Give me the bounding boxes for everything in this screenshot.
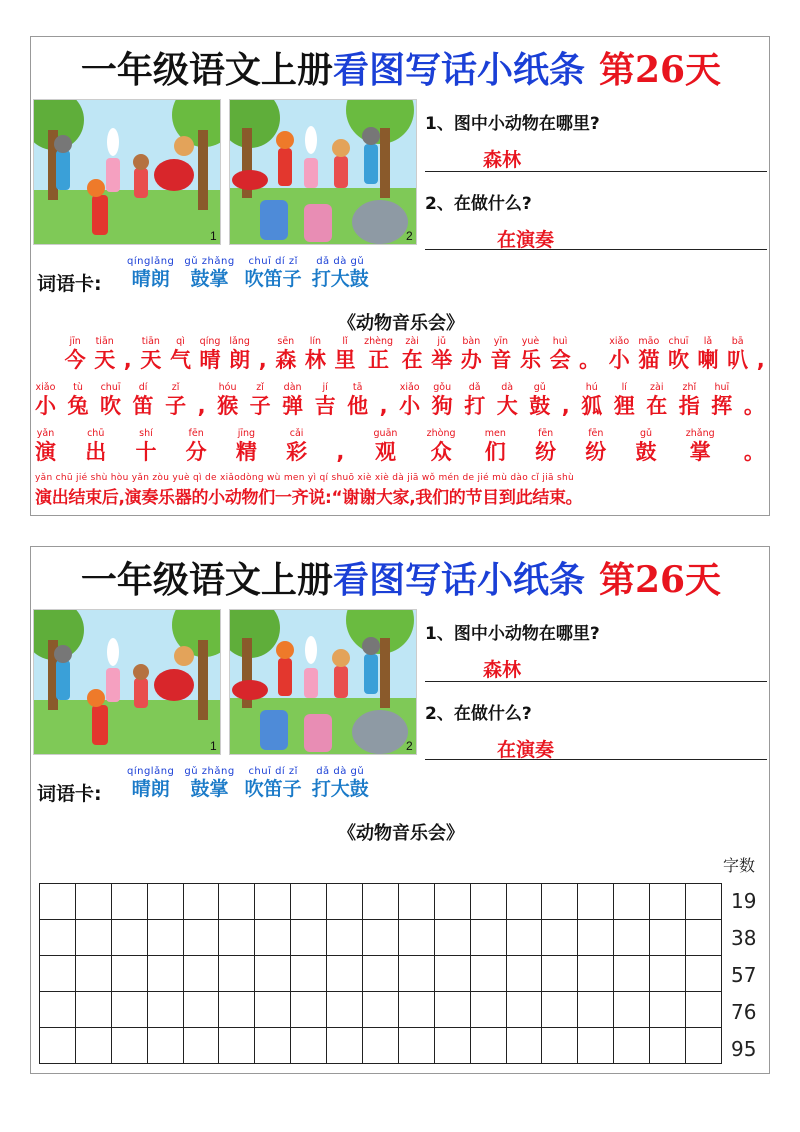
passage-char: yīn 音 bbox=[490, 336, 512, 372]
scene-picture-2 bbox=[229, 99, 417, 245]
grid-cell[interactable] bbox=[506, 884, 542, 920]
passage-char: , bbox=[258, 348, 267, 372]
word-card-item: gǔ zhǎng 鼓掌 bbox=[184, 256, 235, 290]
grid-row bbox=[40, 920, 722, 956]
grid-cell[interactable] bbox=[363, 956, 399, 992]
grid-cell[interactable] bbox=[578, 920, 614, 956]
passage-char: huì 会 bbox=[549, 336, 571, 372]
grid-cell[interactable] bbox=[650, 1028, 686, 1064]
passage-char: hóu 猴 bbox=[217, 382, 239, 418]
passage-char: zhèng 正 bbox=[364, 336, 393, 372]
passage-char: zhòng 众 bbox=[426, 428, 456, 464]
grid-cell[interactable] bbox=[219, 1028, 255, 1064]
word-card-item: chuī dí zǐ 吹笛子 bbox=[244, 256, 302, 290]
grid-cell[interactable] bbox=[255, 992, 291, 1028]
question-1: 1、图中小动物在哪里? bbox=[425, 624, 600, 644]
passage-char: , bbox=[561, 394, 570, 418]
grid-cell[interactable] bbox=[40, 956, 76, 992]
worksheet-title: 一年级语文上册看图写话小纸条 第26天 bbox=[80, 49, 722, 91]
passage-char: huī 挥 bbox=[711, 382, 733, 418]
scene-picture-1 bbox=[33, 99, 221, 245]
grid-cell[interactable] bbox=[398, 956, 434, 992]
grid-cell[interactable] bbox=[40, 920, 76, 956]
passage-char: zhǎng 掌 bbox=[685, 428, 715, 464]
passage-char: fēn 纷 bbox=[535, 428, 557, 464]
grid-cell[interactable] bbox=[219, 956, 255, 992]
passage-char: lín 林 bbox=[304, 336, 326, 372]
grid-cell[interactable] bbox=[398, 920, 434, 956]
grid-cell[interactable] bbox=[470, 920, 506, 956]
grid-cell[interactable] bbox=[147, 920, 183, 956]
passage-char: dí 笛 bbox=[132, 382, 154, 418]
passage-char: jīng 精 bbox=[235, 428, 257, 464]
grid-cell[interactable] bbox=[578, 1028, 614, 1064]
grid-cell[interactable] bbox=[542, 1028, 578, 1064]
grid-cell[interactable] bbox=[363, 920, 399, 956]
passage-char: dà 大 bbox=[496, 382, 518, 418]
question-1: 1、图中小动物在哪里? bbox=[425, 114, 600, 134]
scene-picture-1 bbox=[33, 609, 221, 755]
grid-cell[interactable] bbox=[147, 1028, 183, 1064]
grid-cell[interactable] bbox=[291, 920, 327, 956]
passage-char: lǎ 喇 bbox=[697, 336, 719, 372]
passage-char: tiān 天 bbox=[94, 336, 116, 372]
grid-cell[interactable] bbox=[506, 920, 542, 956]
grid-row bbox=[40, 1028, 722, 1064]
passage-last-line bbox=[35, 473, 765, 508]
grid-row bbox=[40, 884, 722, 920]
grid-cell[interactable] bbox=[686, 956, 722, 992]
grid-cell[interactable] bbox=[363, 992, 399, 1028]
passage-row bbox=[35, 381, 765, 418]
passage-char: zài 在 bbox=[401, 336, 423, 372]
answer-1: 森林 bbox=[483, 659, 522, 681]
grid-cell[interactable] bbox=[111, 956, 147, 992]
grid-cell[interactable] bbox=[650, 992, 686, 1028]
passage-title: 《动物音乐会》 bbox=[338, 823, 464, 844]
passage-char: 。 bbox=[743, 394, 765, 418]
grid-cell[interactable] bbox=[434, 956, 470, 992]
worksheet-title: 一年级语文上册看图写话小纸条 第26天 bbox=[80, 559, 722, 601]
picture-number: 1 bbox=[210, 739, 217, 753]
passage-char: zài 在 bbox=[646, 382, 668, 418]
passage-char: dàn 弹 bbox=[282, 382, 304, 418]
word-count-value: 57 bbox=[731, 963, 757, 987]
grid-cell[interactable] bbox=[470, 956, 506, 992]
passage-char: fēn 分 bbox=[185, 428, 207, 464]
grid-cell[interactable] bbox=[398, 884, 434, 920]
passage-char: jí 吉 bbox=[314, 382, 336, 418]
word-card-item: dǎ dà gǔ 打大鼓 bbox=[311, 256, 369, 290]
grid-cell[interactable] bbox=[542, 956, 578, 992]
grid-cell[interactable] bbox=[75, 884, 111, 920]
passage-char: xiǎo 小 bbox=[399, 382, 421, 418]
grid-cell[interactable] bbox=[470, 884, 506, 920]
grid-cell[interactable] bbox=[327, 1028, 363, 1064]
grid-cell[interactable] bbox=[291, 1028, 327, 1064]
passage-char: , bbox=[336, 440, 345, 464]
grid-cell[interactable] bbox=[398, 992, 434, 1028]
answer-line bbox=[425, 681, 767, 682]
grid-cell[interactable] bbox=[183, 920, 219, 956]
grid-cell[interactable] bbox=[219, 884, 255, 920]
grid-cell[interactable] bbox=[327, 992, 363, 1028]
grid-cell[interactable] bbox=[398, 1028, 434, 1064]
passage-char: tiān 天 bbox=[140, 336, 162, 372]
passage-last-pinyin: yǎn chū jié shù hòu yǎn zòu yuè qì de xiǎodòng wù men yì qí shuō xiè xiè dà jiā wǒ mén de jié mù dào cǐ jiā shù bbox=[35, 473, 574, 483]
grid-cell[interactable] bbox=[255, 956, 291, 992]
passage-char: gǔ 鼓 bbox=[635, 428, 657, 464]
word-card-label: 词语卡: bbox=[37, 273, 102, 295]
grid-cell[interactable] bbox=[255, 920, 291, 956]
answer-line bbox=[425, 249, 767, 250]
passage-char: hú 狐 bbox=[581, 382, 603, 418]
passage-char: cǎi 彩 bbox=[286, 428, 308, 464]
grid-cell[interactable] bbox=[219, 920, 255, 956]
passage-char: chuī 吹 bbox=[667, 336, 689, 372]
passage-char: men 们 bbox=[484, 428, 506, 464]
grid-cell[interactable] bbox=[40, 884, 76, 920]
passage-char: gǔ 鼓 bbox=[529, 382, 551, 418]
grid-cell[interactable] bbox=[75, 956, 111, 992]
passage-char: sēn 森 bbox=[275, 336, 297, 372]
grid-cell[interactable] bbox=[75, 1028, 111, 1064]
passage-char: guān 观 bbox=[373, 428, 398, 464]
grid-cell[interactable] bbox=[291, 956, 327, 992]
word-card-item: qínglǎng 晴朗 bbox=[127, 766, 175, 800]
grid-row bbox=[40, 992, 722, 1028]
grid-cell[interactable] bbox=[434, 992, 470, 1028]
grid-cell[interactable] bbox=[183, 884, 219, 920]
passage-char: qíng 晴 bbox=[199, 336, 221, 372]
grid-row bbox=[40, 956, 722, 992]
passage-char: jǔ 举 bbox=[431, 336, 453, 372]
grid-cell[interactable] bbox=[506, 1028, 542, 1064]
passage-char: fēn 纷 bbox=[585, 428, 607, 464]
word-count-value: 76 bbox=[731, 1000, 757, 1024]
passage-char: yuè 乐 bbox=[519, 336, 541, 372]
word-count-label: 字数 bbox=[723, 856, 756, 875]
grid-cell[interactable] bbox=[111, 920, 147, 956]
answer-line bbox=[425, 759, 767, 760]
passage-char: tù 兔 bbox=[67, 382, 89, 418]
passage-char: lí 狸 bbox=[613, 382, 635, 418]
grid-cell[interactable] bbox=[542, 920, 578, 956]
writing-grid bbox=[39, 883, 722, 1064]
passage-char: bā 叭 bbox=[727, 336, 749, 372]
answer-line bbox=[425, 171, 767, 172]
passage-char: xiǎo 小 bbox=[608, 336, 630, 372]
passage-char: chuī 吹 bbox=[100, 382, 122, 418]
grid-cell[interactable] bbox=[327, 920, 363, 956]
grid-cell[interactable] bbox=[75, 992, 111, 1028]
grid-cell[interactable] bbox=[686, 992, 722, 1028]
word-count-value: 95 bbox=[731, 1037, 757, 1061]
passage-char: qì 气 bbox=[169, 336, 191, 372]
grid-cell[interactable] bbox=[255, 1028, 291, 1064]
grid-cell[interactable] bbox=[327, 956, 363, 992]
grid-cell[interactable] bbox=[40, 1028, 76, 1064]
question-2: 2、在做什么? bbox=[425, 704, 532, 724]
word-card bbox=[127, 765, 369, 800]
word-count-value: 19 bbox=[731, 889, 757, 913]
worksheet-card-2 bbox=[30, 546, 770, 1074]
grid-cell[interactable] bbox=[363, 1028, 399, 1064]
grid-cell[interactable] bbox=[434, 884, 470, 920]
passage-char: , bbox=[756, 348, 765, 372]
scene-picture-2 bbox=[229, 609, 417, 755]
grid-cell[interactable] bbox=[470, 1028, 506, 1064]
grid-cell[interactable] bbox=[614, 920, 650, 956]
grid-cell[interactable] bbox=[147, 956, 183, 992]
grid-cell[interactable] bbox=[686, 884, 722, 920]
picture-number: 1 bbox=[210, 229, 217, 243]
word-card-item: chuī dí zǐ 吹笛子 bbox=[244, 766, 302, 800]
grid-cell[interactable] bbox=[542, 884, 578, 920]
grid-cell[interactable] bbox=[686, 1028, 722, 1064]
word-card-item: qínglǎng 晴朗 bbox=[127, 256, 175, 290]
grid-cell[interactable] bbox=[327, 884, 363, 920]
grid-cell[interactable] bbox=[40, 992, 76, 1028]
grid-cell[interactable] bbox=[111, 1028, 147, 1064]
grid-cell[interactable] bbox=[111, 992, 147, 1028]
answer-2: 在演奏 bbox=[497, 739, 555, 761]
picture-number: 2 bbox=[406, 229, 413, 243]
passage-char: , bbox=[379, 394, 388, 418]
passage-char: lǐ 里 bbox=[334, 336, 356, 372]
grid-cell[interactable] bbox=[506, 956, 542, 992]
grid-cell[interactable] bbox=[614, 1028, 650, 1064]
grid-cell[interactable] bbox=[650, 884, 686, 920]
word-count-value: 38 bbox=[731, 926, 757, 950]
grid-cell[interactable] bbox=[183, 1028, 219, 1064]
passage-title: 《动物音乐会》 bbox=[338, 313, 464, 334]
question-2: 2、在做什么? bbox=[425, 194, 532, 214]
grid-cell[interactable] bbox=[686, 920, 722, 956]
passage-char: 。 bbox=[743, 440, 765, 464]
passage-last-text: 演出结束后,演奏乐器的小动物们一齐说:“谢谢大家,我们的节目到此结束。 bbox=[35, 488, 583, 508]
answer-1: 森林 bbox=[483, 149, 522, 171]
passage-row bbox=[35, 427, 765, 464]
passage-char: xiǎo 小 bbox=[35, 382, 56, 418]
grid-cell[interactable] bbox=[183, 956, 219, 992]
passage-char: zhǐ 指 bbox=[678, 382, 700, 418]
grid-cell[interactable] bbox=[434, 920, 470, 956]
word-card-item: gǔ zhǎng 鼓掌 bbox=[184, 766, 235, 800]
word-card-item: dǎ dà gǔ 打大鼓 bbox=[311, 766, 369, 800]
grid-cell[interactable] bbox=[614, 884, 650, 920]
passage-char: , bbox=[123, 348, 132, 372]
passage-char: , bbox=[197, 394, 206, 418]
grid-cell[interactable] bbox=[650, 920, 686, 956]
grid-cell[interactable] bbox=[434, 1028, 470, 1064]
grid-cell[interactable] bbox=[219, 992, 255, 1028]
passage-char: jīn 今 bbox=[64, 336, 86, 372]
grid-cell[interactable] bbox=[147, 884, 183, 920]
passage-row bbox=[35, 335, 765, 372]
grid-cell[interactable] bbox=[614, 956, 650, 992]
grid-cell[interactable] bbox=[291, 884, 327, 920]
passage-char bbox=[35, 335, 56, 372]
passage-char: dǎ 打 bbox=[464, 382, 486, 418]
passage-char: 。 bbox=[579, 348, 601, 372]
passage-char: tā 他 bbox=[347, 382, 369, 418]
answer-2: 在演奏 bbox=[497, 229, 555, 251]
picture-number: 2 bbox=[406, 739, 413, 753]
word-count-column bbox=[727, 883, 756, 1068]
grid-cell[interactable] bbox=[183, 992, 219, 1028]
grid-cell[interactable] bbox=[578, 956, 614, 992]
word-card-label: 词语卡: bbox=[37, 783, 102, 805]
grid-cell[interactable] bbox=[291, 992, 327, 1028]
passage-char: māo 猫 bbox=[638, 336, 660, 372]
passage-char: yǎn 演 bbox=[35, 428, 56, 464]
passage-char: gǒu 狗 bbox=[431, 382, 453, 418]
passage-char: bàn 办 bbox=[460, 336, 482, 372]
grid-cell[interactable] bbox=[147, 992, 183, 1028]
grid-cell[interactable] bbox=[578, 884, 614, 920]
grid-cell[interactable] bbox=[111, 884, 147, 920]
passage-char: chū 出 bbox=[85, 428, 107, 464]
grid-cell[interactable] bbox=[506, 992, 542, 1028]
passage-char: zǐ 子 bbox=[165, 382, 187, 418]
grid-cell[interactable] bbox=[255, 884, 291, 920]
word-card bbox=[127, 255, 369, 290]
passage-char: zǐ 子 bbox=[249, 382, 271, 418]
grid-cell[interactable] bbox=[650, 956, 686, 992]
grid-cell[interactable] bbox=[578, 992, 614, 1028]
passage-char: lǎng 朗 bbox=[229, 336, 251, 372]
grid-cell[interactable] bbox=[542, 992, 578, 1028]
worksheet-card-1 bbox=[30, 36, 770, 516]
passage-char: shí 十 bbox=[135, 428, 157, 464]
grid-cell[interactable] bbox=[363, 884, 399, 920]
grid-cell[interactable] bbox=[75, 920, 111, 956]
grid-cell[interactable] bbox=[614, 992, 650, 1028]
grid-cell[interactable] bbox=[470, 992, 506, 1028]
